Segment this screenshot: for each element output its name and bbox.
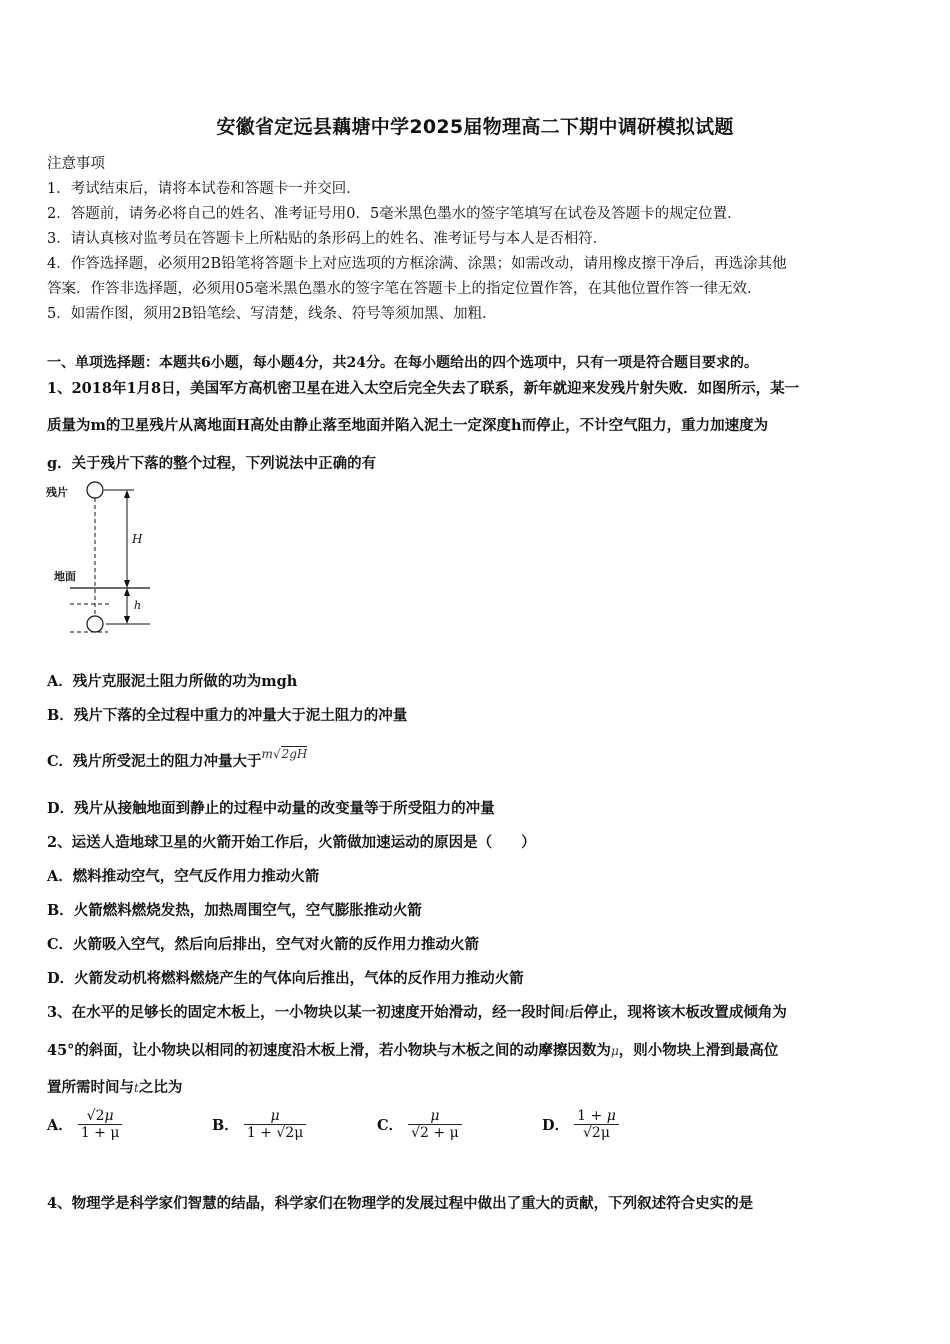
- q3-stem-line: 45°的斜面，让小物块以相同的初速度沿木板上滑，若小物块与木板之间的动摩擦因数为μ，则小物块上滑到最高位: [47, 1042, 779, 1059]
- label-H: H: [132, 532, 143, 546]
- symbol-t: t: [564, 1006, 570, 1020]
- q2-option-d[interactable]: D．火箭发动机将燃料燃烧产生的气体向后推出，气体的反作用力推动火箭: [47, 970, 524, 987]
- page-title: 安徽省定远县藕塘中学2025届物理高二下期中调研模拟试题: [216, 116, 734, 138]
- fragment-circle: [87, 482, 103, 498]
- q1-option-c[interactable]: [47, 747, 308, 771]
- formula-m-sqrt-2gH: m√2gH: [261, 747, 308, 761]
- q1-stem-line: g．关于残片下落的整个过程，下列说法中正确的有: [47, 455, 377, 472]
- notice-heading: 注意事项: [47, 156, 105, 172]
- notice-item: 答案．作答非选择题，必须用05毫米黑色墨水的签字笔在答题卡上的指定位置作答，在其他位置作答一律无效．: [47, 281, 762, 297]
- notice-item: 1．考试结束后，请将本试卷和答题卡一并交回．: [47, 181, 361, 197]
- q1-stem-line: 1、2018年1月8日，美国军方高机密卫星在进入太空后完全失去了联系，新年就迎来发残片射失败．如图所示，某一: [47, 380, 800, 397]
- fraction: $\frac{1 + \mu}{√2\mu}$: [574, 1108, 619, 1141]
- symbol-t: t: [134, 1081, 139, 1095]
- q3-option-d[interactable]: D． $\frac{1 + \mu}{√2\mu}$: [542, 1108, 619, 1141]
- q1-option-d[interactable]: D．残片从接触地面到静止的过程中动量的改变量等于所受阻力的冲量: [47, 800, 495, 817]
- fraction: $\frac{√2\mu}{1 + \mu}$: [78, 1108, 123, 1141]
- notice-item: 3．请认真核对监考员在答题卡上所粘贴的条形码上的姓名、准考证号与本人是否相符．: [47, 231, 608, 247]
- notice-item: 4．作答选择题，必须用2B铅笔将答题卡上对应选项的方框涂满、涂黑；如需改动，请用橡皮擦干净后，再选涂其他: [47, 256, 787, 272]
- section-heading: 一、单项选择题：本题共6小题，每小题4分，共24分。在每小题给出的四个选项中，只有一项是符合题目要求的。: [47, 355, 758, 371]
- q2-option-c[interactable]: C．火箭吸入空气，然后向后排出，空气对火箭的反作用力推动火箭: [47, 936, 480, 953]
- q2-option-b[interactable]: B．火箭燃料燃烧发热，加热周围空气，空气膨胀推动火箭: [47, 902, 422, 919]
- fraction: $\frac{\mu}{1 + √2\mu}$: [244, 1108, 306, 1141]
- q3-stem-line: 置所需时间与t之比为: [47, 1079, 183, 1096]
- q1-figure: [42, 478, 162, 638]
- q1-option-a[interactable]: A．残片克服泥土阻力所做的功为mgh: [47, 673, 298, 690]
- q3-stem-line: 3、在水平的足够长的固定木板上，一小物块以某一初速度开始滑动，经一段时间t后停止，现将该木板改置成倾角为: [47, 1004, 787, 1021]
- q2-option-a[interactable]: A．燃料推动空气，空气反作用力推动火箭: [47, 868, 320, 885]
- q2-stem: 2、运送人造地球卫星的火箭开始工作后，火箭做加速运动的原因是（ ）: [47, 834, 536, 851]
- buried-circle: [87, 616, 103, 632]
- q3-option-a[interactable]: A． $\frac{√2\mu}{1 + \mu}$: [47, 1108, 122, 1141]
- q1-option-c-text: C．残片所受泥土的阻力冲量大于: [47, 753, 262, 770]
- figure-label-fragment: 残片: [46, 486, 68, 499]
- q4-stem: 4、物理学是科学家们智慧的结晶，科学家们在物理学的发展过程中做出了重大的贡献，下列叙述符合史实的是: [47, 1195, 754, 1212]
- q1-option-b[interactable]: B．残片下落的全过程中重力的冲量大于泥土阻力的冲量: [47, 707, 408, 724]
- figure-label-ground: 地面: [54, 570, 76, 583]
- notice-item: 5．如需作图，须用2B铅笔绘、写清楚，线条、符号等须加黑、加粗．: [47, 306, 497, 322]
- q3-option-c[interactable]: C． $\frac{\mu}{√2 + \mu}$: [377, 1108, 462, 1141]
- symbol-mu: μ: [610, 1044, 619, 1058]
- q3-option-b[interactable]: B． $\frac{\mu}{1 + √2\mu}$: [212, 1108, 306, 1141]
- fraction: $\frac{\mu}{√2 + \mu}$: [408, 1108, 462, 1141]
- q1-stem-line: 质量为m的卫星残片从离地面H高处由静止落至地面并陷入泥土一定深度h而停止，不计空气阻力，重力加速度为: [47, 417, 769, 434]
- notice-item: 2．答题前，请务必将自己的姓名、准考证号用0．5毫米黑色墨水的签字笔填写在试卷及答题卡的规定位置．: [47, 206, 742, 222]
- label-h: h: [134, 599, 142, 612]
